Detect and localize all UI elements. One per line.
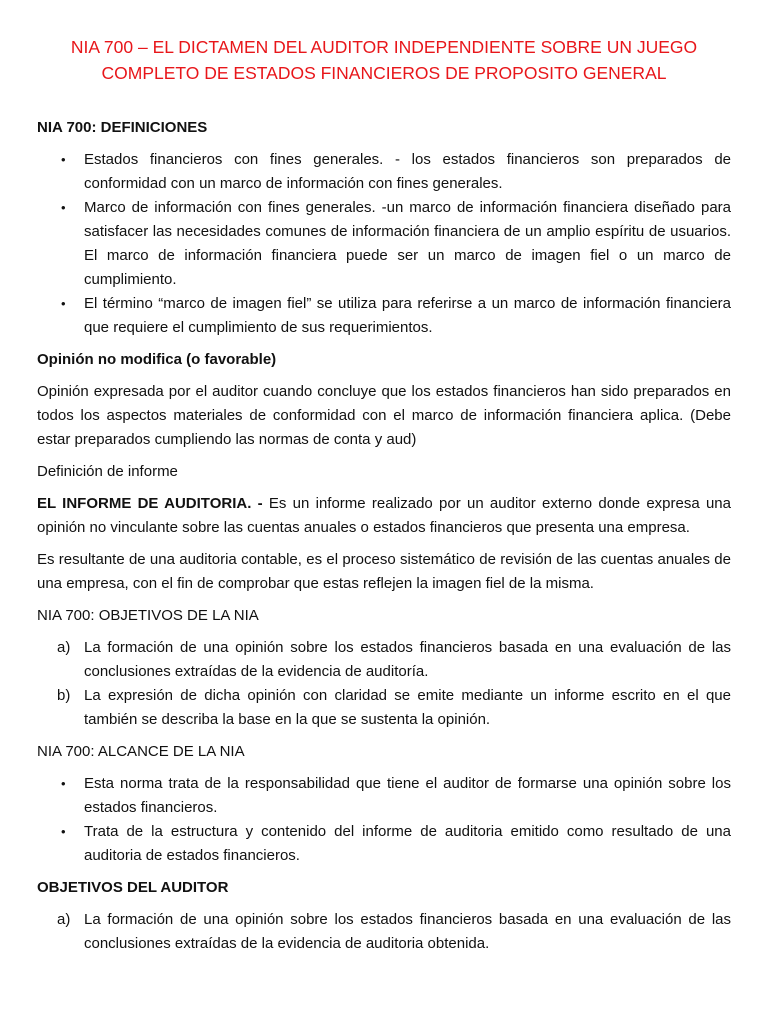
opinion-paragraph: Opinión expresada por el auditor cuando concluye que los estados financieros han sido preparados en todos los aspectos materiales de conformidad con el marco de información financiera aplica. (Debe estar preparados cumpliendo las normas de conta y aud): [37, 383, 731, 448]
alcance-heading: NIA 700: ALCANCE DE LA NIA: [37, 743, 245, 760]
objetivos-nia-heading: NIA 700: OBJETIVOS DE LA NIA: [37, 607, 259, 624]
bullet-marker: •: [61, 824, 66, 839]
informe-resultante-paragraph: Es resultante de una auditoria contable, es el proceso sistemático de revisión de las cuentas anuales de una empresa, con el fin de comprobar que estas reflejen la imagen fiel de la misma.: [37, 551, 731, 592]
opinion-heading: Opinión no modifica (o favorable): [37, 351, 277, 368]
list-item: [37, 196, 731, 292]
alcance-list: [37, 772, 731, 868]
list-item-text: La formación de una opinión sobre los estados financieros basada en una evaluación de las conclusiones extraídas de la evidencia de auditoria obtenida.: [84, 911, 731, 952]
definicion-informe-heading: Definición de informe: [37, 463, 178, 480]
objetivos-nia-list: [37, 636, 731, 732]
list-item-text: Trata de la estructura y contenido del informe de auditoria emitido como resultado de una auditoria de estados financieros.: [84, 823, 731, 864]
letter-marker: b): [57, 687, 71, 704]
letter-marker: a): [57, 639, 71, 656]
informe-lead-text: Es un informe realizado por un auditor externo donde expresa una opinión no vinculante sobre las cuentas anuales o estados financieros que presenta una empresa.: [37, 495, 731, 536]
list-item-text: Esta norma trata de la responsabilidad que tiene el auditor de formarse una opinión sobre los estados financieros.: [84, 775, 731, 816]
definiciones-heading: NIA 700: DEFINICIONES: [37, 119, 208, 136]
informe-lead-bold: EL INFORME DE AUDITORIA. -: [37, 495, 263, 512]
bullet-marker: •: [61, 200, 66, 215]
title-line-1: NIA 700 – EL DICTAMEN DEL AUDITOR INDEPENDIENTE SOBRE UN JUEGO: [70, 37, 698, 57]
list-item-text: La expresión de dicha opinión con claridad se emite mediante un informe escrito en el que también se describa la base en la que se sustenta la opinión.: [84, 687, 731, 728]
informe-paragraph: [37, 492, 731, 540]
list-item: [37, 820, 731, 868]
objetivos-auditor-list: [37, 908, 731, 956]
definiciones-list: [37, 148, 731, 340]
list-item-text: El término “marco de imagen fiel” se utiliza para referirse a un marco de información financiera que requiere el cumplimiento de sus requerimientos.: [84, 295, 731, 336]
list-item: [37, 636, 731, 684]
list-item: [37, 908, 731, 956]
title-line-2: COMPLETO DE ESTADOS FINANCIEROS DE PROPOSITO GENERAL: [101, 63, 667, 83]
letter-marker: a): [57, 911, 71, 928]
bullet-marker: •: [61, 776, 66, 791]
list-item-text: La formación de una opinión sobre los estados financieros basada en una evaluación de las conclusiones extraídas de la evidencia de auditoría.: [84, 639, 731, 680]
list-item-text: Estados financieros con fines generales. - los estados financieros son preparados de conformidad con un marco de información con fines generales.: [84, 151, 731, 192]
document-title: [37, 34, 731, 86]
list-item-text: Marco de información con fines generales. -un marco de información financiera diseñado para satisfacer las necesidades comunes de información financiera de un amplio espíritu de usuarios. El marco de información financiera puede ser un marco de imagen fiel o un marco de cumplimiento.: [84, 199, 731, 288]
bullet-marker: •: [61, 296, 66, 311]
objetivos-auditor-heading: OBJETIVOS DEL AUDITOR: [37, 879, 229, 896]
list-item: [37, 292, 731, 340]
list-item: [37, 684, 731, 732]
list-item: [37, 148, 731, 196]
list-item: [37, 772, 731, 820]
bullet-marker: •: [61, 152, 66, 167]
